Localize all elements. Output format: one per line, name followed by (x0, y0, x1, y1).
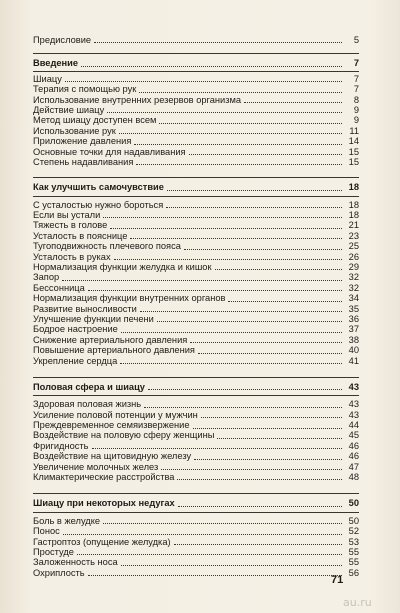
dot-leader (63, 533, 342, 535)
toc-entry-page: 50 (348, 515, 359, 526)
toc-entry (33, 410, 359, 420)
toc-entry-page: 14 (348, 136, 359, 147)
toc-entry-preface (33, 35, 359, 45)
toc-entry-title: Тяжесть в голове (33, 220, 108, 231)
toc-entry-page: 43 (348, 409, 359, 420)
toc-entry (33, 241, 359, 251)
toc-entry-title: Запор (33, 272, 60, 283)
toc-entry (33, 356, 359, 366)
section-divider (33, 71, 359, 72)
toc-entry (33, 526, 359, 536)
dot-leader (228, 300, 342, 302)
toc-entry (33, 293, 359, 303)
dot-leader (144, 406, 342, 408)
section-page: 50 (348, 498, 359, 509)
section-title: Половая сфера и шиацу (33, 381, 145, 392)
toc-entry (33, 126, 359, 136)
toc-entry (33, 304, 359, 314)
toc-entry (33, 272, 359, 282)
dot-leader (201, 416, 342, 418)
toc-entry (33, 472, 359, 482)
section-title: Как улучшить самочувствие (33, 182, 164, 193)
toc-entry (33, 220, 359, 230)
toc-entry-title: Бодрое настроение (33, 324, 118, 335)
toc-entry-page: 45 (348, 430, 359, 441)
toc-entry-page: 18 (348, 199, 359, 210)
dot-leader (114, 258, 342, 260)
dot-leader (174, 543, 342, 545)
dot-leader (159, 122, 342, 124)
toc-entry (33, 210, 359, 220)
toc-entry-title: Укрепление сердца (33, 355, 118, 366)
dot-leader (193, 427, 342, 429)
toc-entry-page: 32 (348, 282, 359, 293)
page-number: 71 (331, 574, 344, 586)
toc-entry-title: Степень надавливания (33, 156, 134, 167)
dot-leader (215, 268, 342, 270)
dot-leader (178, 505, 342, 507)
toc-entry (33, 95, 359, 105)
toc-entry-title: Заложенность носа (33, 557, 118, 568)
toc-entry-title: Охриплость (33, 567, 85, 578)
toc-entry-page: 46 (348, 440, 359, 451)
toc-entry-title: Бессонница (33, 282, 85, 293)
toc-entry (33, 547, 359, 557)
toc-entry (33, 252, 359, 262)
toc-entry-page: 8 (353, 94, 359, 105)
dot-leader (110, 227, 342, 229)
toc-entry (33, 420, 359, 430)
toc-entry-title: Повышение артериального давления (33, 345, 195, 356)
toc-entry-title: Гастроптоз (опущение желудка) (33, 536, 171, 547)
toc-entry-page: 25 (348, 241, 359, 252)
dot-leader (88, 289, 342, 291)
toc-entry-title: Здоровая половая жизнь (33, 399, 142, 410)
toc-entry (33, 345, 359, 355)
toc-entry (33, 451, 359, 461)
toc-entry-page: 29 (348, 262, 359, 273)
section-divider (33, 512, 359, 513)
toc-entry-title: Усиление половой потенции у мужчин (33, 409, 198, 420)
toc-entry-page: 18 (348, 210, 359, 221)
dot-leader (107, 111, 342, 113)
toc-entry (33, 74, 359, 84)
toc-entry (33, 537, 359, 547)
toc-entry-page: 32 (348, 272, 359, 283)
toc-entry-page: 11 (349, 125, 359, 136)
toc-entry-page: 26 (348, 251, 359, 262)
toc-entry-title: Нормализация функции внутренних органов (33, 293, 226, 304)
dot-leader (136, 163, 342, 165)
toc-entry (33, 431, 359, 441)
toc-entry-title: Метод шиацу доступен всем (33, 115, 157, 126)
toc-entry-title: Боль в желудке (33, 515, 101, 526)
toc-entry-title: Приложение давления (33, 136, 132, 147)
toc-entry-title: Использование внутренних резервов организма (33, 94, 242, 105)
toc-entry (33, 441, 359, 451)
toc-entry-page: 9 (353, 104, 359, 115)
dot-leader (134, 143, 342, 145)
section-page: 7 (353, 58, 359, 69)
toc-entry-title: Использование рук (33, 125, 116, 136)
toc-entry-title: Развитие выносливости (33, 303, 137, 314)
dot-leader (65, 80, 342, 82)
toc-entry-title: Улучшение функции печени (33, 313, 154, 324)
dot-leader (121, 331, 342, 333)
toc-entry-page: 23 (348, 230, 359, 241)
toc-section-heading (33, 182, 359, 192)
dot-leader (121, 564, 342, 566)
toc-entry (33, 283, 359, 293)
toc-entry-title: Преждевременное семяизвержение (33, 420, 190, 431)
toc-entry-page: 15 (348, 156, 359, 167)
toc-entry (33, 314, 359, 324)
toc-section-heading (33, 382, 359, 392)
dot-leader (244, 101, 342, 103)
dot-leader (198, 352, 342, 354)
toc-entry-title: Усталость в пояснице (33, 230, 128, 241)
section-divider (33, 53, 359, 54)
toc-entry-title: Предисловие (33, 34, 92, 45)
toc-entry (33, 335, 359, 345)
toc-entry-page: 38 (348, 334, 359, 345)
dot-leader (166, 206, 342, 208)
toc-entry-page: 53 (348, 536, 359, 547)
toc-entry-page: 15 (348, 146, 359, 157)
toc-entry (33, 200, 359, 210)
dot-leader (130, 237, 342, 239)
toc-entry (33, 324, 359, 334)
toc-entry (33, 399, 359, 409)
toc-entry-page: 21 (348, 220, 359, 231)
toc-entry-page: 5 (353, 34, 359, 45)
toc-section-heading (33, 58, 359, 68)
toc-entry-title: Фригидность (33, 440, 89, 451)
dot-leader (103, 216, 342, 218)
toc-entry-title: Воздействие на щитовидную железу (33, 451, 192, 462)
table-of-contents (33, 33, 359, 578)
dot-leader (167, 189, 342, 191)
dot-leader (92, 447, 343, 449)
toc-entry-page: 40 (348, 345, 359, 356)
toc-entry-page: 44 (348, 420, 359, 431)
section-divider (33, 395, 359, 396)
dot-leader (120, 362, 342, 364)
dot-leader (217, 437, 342, 439)
toc-entry-page: 48 (348, 472, 359, 483)
toc-entry (33, 105, 359, 115)
toc-entry-title: Основные точки для надавливания (33, 146, 186, 157)
dot-leader (139, 91, 342, 93)
toc-entry-page: 56 (348, 567, 359, 578)
toc-entry-title: Если вы устали (33, 210, 101, 221)
dot-leader (140, 310, 342, 312)
dot-leader (194, 458, 342, 460)
toc-entry (33, 115, 359, 125)
section-page: 43 (348, 381, 359, 392)
toc-entry-title: Климактерические расстройства (33, 472, 175, 483)
toc-entry (33, 157, 359, 167)
dot-leader (81, 65, 342, 67)
dot-leader (189, 153, 342, 155)
toc-entry-title: Шиацу (33, 73, 62, 84)
dot-leader (148, 388, 342, 390)
toc-entry-page: 46 (348, 451, 359, 462)
toc-entry-title: Терапия с помощью рук (33, 84, 137, 95)
toc-entry (33, 231, 359, 241)
dot-leader (190, 341, 342, 343)
dot-leader (184, 248, 342, 250)
toc-entry (33, 557, 359, 567)
dot-leader (177, 478, 342, 480)
dot-leader (77, 553, 342, 555)
section-page: 18 (348, 182, 359, 193)
toc-entry (33, 147, 359, 157)
toc-entry-page: 47 (348, 461, 359, 472)
toc-entry (33, 84, 359, 94)
dot-leader (62, 279, 342, 281)
toc-entry-page: 35 (348, 303, 359, 314)
dot-leader (119, 132, 342, 134)
toc-entry-title: Воздействие на половую сферу женщины (33, 430, 215, 441)
watermark: au.ru (343, 596, 372, 609)
toc-entry-page: 36 (348, 313, 359, 324)
dot-leader (157, 320, 342, 322)
toc-entry-title: Простуде (33, 547, 74, 557)
toc-entry-title: Усталость в руках (33, 251, 111, 262)
toc-entry-page: 55 (348, 547, 359, 557)
toc-entry-title: Понос (33, 526, 60, 537)
toc-entry (33, 262, 359, 272)
toc-entry-page: 34 (348, 293, 359, 304)
toc-entry-page: 55 (348, 557, 359, 568)
toc-entry-page: 41 (348, 355, 359, 366)
toc-entry-page: 52 (348, 526, 359, 537)
toc-section-heading (33, 498, 359, 508)
section-divider (33, 493, 359, 494)
toc-entry (33, 516, 359, 526)
toc-entry-title: Увеличение молочных желез (33, 461, 159, 472)
toc-entry (33, 136, 359, 146)
section-divider (33, 196, 359, 197)
toc-entry-title: С усталостью нужно бороться (33, 199, 164, 210)
toc-entry (33, 462, 359, 472)
toc-entry-title: Действие шиацу (33, 104, 105, 115)
toc-entry-title: Тугоподвижность плечевого пояса (33, 241, 181, 252)
dot-leader (94, 41, 342, 43)
toc-entry-page: 9 (353, 115, 359, 126)
dot-leader (103, 522, 342, 524)
toc-entry-page: 7 (353, 84, 359, 95)
toc-entry-page: 37 (348, 324, 359, 335)
section-title: Шиацу при некоторых недугах (33, 498, 175, 509)
toc-entry-page: 7 (353, 73, 359, 84)
toc-entry-title: Снижение артериального давления (33, 334, 188, 345)
toc-entry (33, 568, 359, 578)
toc-entry-title: Нормализация функции желудка и кишок (33, 262, 212, 273)
toc-entry-page: 43 (348, 399, 359, 410)
section-title: Введение (33, 58, 79, 69)
section-divider (33, 377, 359, 378)
dot-leader (88, 574, 342, 576)
section-divider (33, 177, 359, 178)
dot-leader (161, 468, 342, 470)
